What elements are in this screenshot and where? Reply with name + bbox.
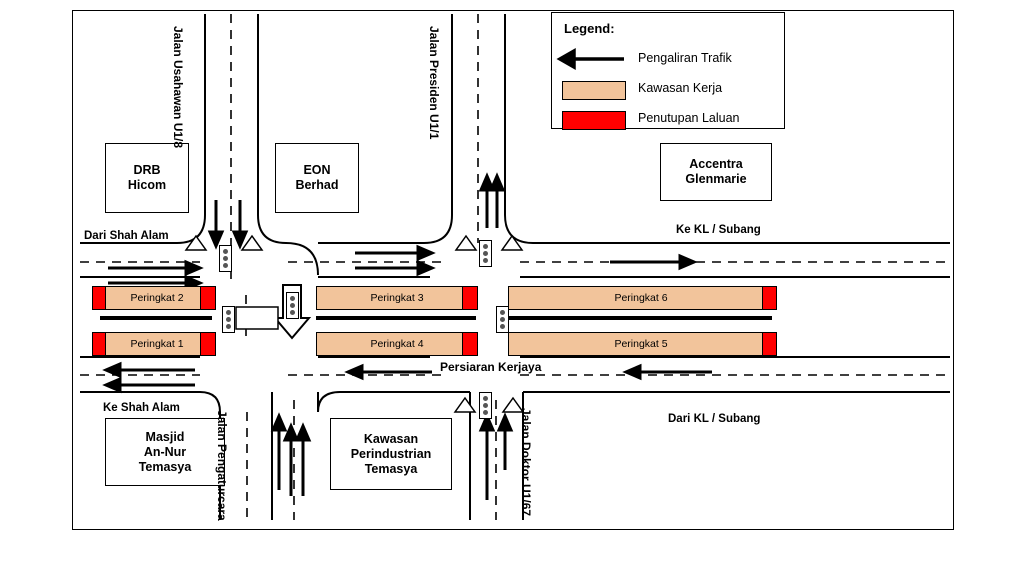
building-kawasan-perindustrian-temasya (330, 418, 452, 490)
legend-label-traffic-flow: Pengaliran Trafik (638, 51, 732, 65)
work-zone-label: Peringkat 3 (370, 292, 424, 304)
building-eon-berhad (275, 143, 359, 213)
traffic-light-icon (219, 245, 232, 272)
closure-marker (200, 286, 216, 310)
work-zone-label: Peringkat 4 (370, 338, 424, 350)
work-zone-peringkat-5[interactable] (508, 332, 774, 356)
building-accentra-glenmarie (660, 143, 772, 201)
lane-divider (508, 316, 772, 320)
work-zone-label: Peringkat 6 (614, 292, 668, 304)
work-zone-peringkat-6[interactable] (508, 286, 774, 310)
direction-label-ke-kl-subang: Ke KL / Subang (676, 224, 761, 236)
lane-divider (316, 316, 476, 320)
work-zone-peringkat-4[interactable] (316, 332, 478, 356)
work-zone-peringkat-2[interactable] (100, 286, 214, 310)
street-label-jalan-pengaturcara: Jalan Pengaturcara (215, 410, 229, 521)
lane-divider (100, 316, 212, 320)
street-label-jalan-presiden-u1-1: Jalan Presiden U1/1 (427, 26, 441, 140)
work-zone-peringkat-3[interactable] (316, 286, 478, 310)
work-zone-label: Peringkat 2 (130, 292, 184, 304)
traffic-light-icon (479, 392, 492, 419)
building-label: Masjid An-Nur Temasya (138, 429, 192, 474)
building-label: EON Berhad (295, 163, 339, 192)
legend-panel (551, 12, 785, 129)
closure-marker (762, 286, 777, 310)
direction-label-dari-shah-alam: Dari Shah Alam (84, 230, 169, 242)
legend-label-closure: Penutupan Laluan (638, 111, 740, 125)
traffic-light-icon (286, 292, 299, 319)
street-label-persiaran-kerjaya: Persiaran Kerjaya (440, 360, 542, 374)
building-label: Kawasan Perindustrian Temasya (350, 431, 432, 476)
work-zone-peringkat-1[interactable] (100, 332, 214, 356)
closure-marker (462, 286, 478, 310)
work-zone-label: Peringkat 1 (130, 338, 184, 350)
building-label: Accentra Glenmarie (685, 157, 747, 186)
street-label-jalan-usahawan-u1-8: Jalan Usahawan U1/8 (171, 26, 185, 149)
street-label-jalan-doktor-u1-67: Jalan Doktor U1/67 (519, 408, 533, 517)
direction-label-dari-kl-subang: Dari KL / Subang (668, 413, 761, 425)
building-drb-hicom (105, 143, 189, 213)
closure-marker (92, 332, 106, 356)
legend-swatch-work-zone (562, 81, 626, 100)
legend-swatch-closure (562, 111, 626, 130)
closure-marker (462, 332, 478, 356)
closure-marker (200, 332, 216, 356)
closure-marker (762, 332, 777, 356)
traffic-light-icon (222, 306, 235, 333)
building-masjid-an-nur-temasya (105, 418, 225, 486)
building-label: DRB Hicom (127, 163, 167, 192)
direction-label-ke-shah-alam: Ke Shah Alam (103, 402, 180, 414)
legend-title: Legend: (564, 21, 615, 36)
work-zone-label: Peringkat 5 (614, 338, 668, 350)
traffic-light-icon (479, 240, 492, 267)
closure-marker (92, 286, 106, 310)
legend-label-work-zone: Kawasan Kerja (638, 81, 723, 95)
